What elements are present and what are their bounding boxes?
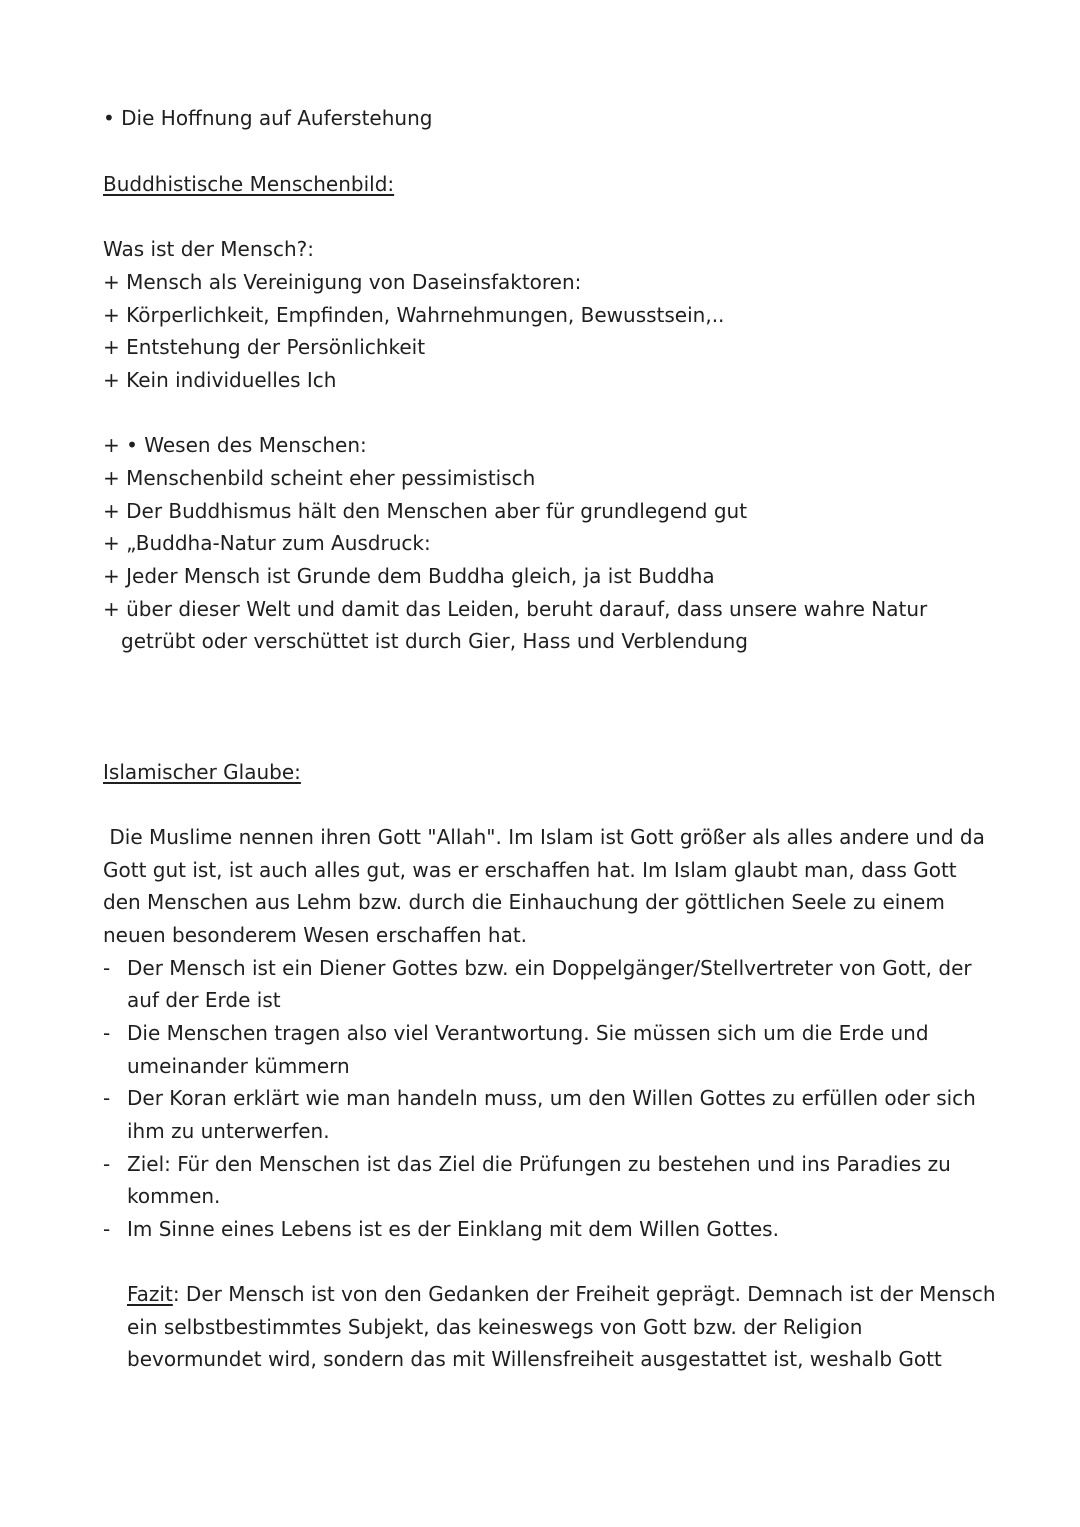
- fazit-line: [127, 1280, 996, 1308]
- dash-marker: -: [103, 1086, 111, 1110]
- fazit-line: ein selbstbestimmtes Subjekt, das keineswegs von Gott bzw. der Religion: [127, 1315, 863, 1339]
- list-item: + „Buddha-Natur zum Ausdruck:: [103, 531, 431, 555]
- list-item: + Mensch als Vereinigung von Daseinsfaktoren:: [103, 270, 582, 294]
- list-item: + Körperlichkeit, Empfinden, Wahrnehmungen, Bewusstsein,..: [103, 303, 725, 327]
- islam-paragraph-line: neuen besonderem Wesen erschaffen hat.: [103, 923, 528, 947]
- dash-item-continuation: umeinander kümmern: [127, 1054, 350, 1078]
- dash-item-continuation: auf der Erde ist: [127, 988, 281, 1012]
- dash-marker: -: [103, 1217, 111, 1241]
- dash-item-continuation: ihm zu unterwerfen.: [127, 1119, 330, 1143]
- islam-paragraph-line: Gott gut ist, ist auch alles gut, was er erschaffen hat. Im Islam glaubt man, dass Gott: [103, 858, 957, 882]
- list-item: + Menschenbild scheint eher pessimistisch: [103, 466, 536, 490]
- dash-item: Im Sinne eines Lebens ist es der Einklang mit dem Willen Gottes.: [127, 1217, 779, 1241]
- fazit-line: bevormundet wird, sondern das mit Willensfreiheit ausgestattet ist, weshalb Gott: [127, 1347, 942, 1371]
- fazit-label: Fazit: [127, 1282, 173, 1306]
- list-item: + Entstehung der Persönlichkeit: [103, 335, 426, 359]
- islam-heading: Islamischer Glaube:: [103, 760, 301, 784]
- buddhism-question: Was ist der Mensch?:: [103, 237, 314, 261]
- list-item-continuation: getrübt oder verschüttet ist durch Gier, Hass und Verblendung: [121, 629, 748, 653]
- dash-marker: -: [103, 956, 111, 980]
- dash-marker: -: [103, 1152, 111, 1176]
- dash-item: Ziel: Für den Menschen ist das Ziel die Prüfungen zu bestehen und ins Paradies zu: [127, 1152, 951, 1176]
- buddhism-heading: Buddhistische Menschenbild:: [103, 172, 395, 196]
- dash-marker: -: [103, 1021, 111, 1045]
- dash-item-continuation: kommen.: [127, 1184, 221, 1208]
- list-item: + Jeder Mensch ist Grunde dem Buddha gleich, ja ist Buddha: [103, 564, 715, 588]
- dash-item: Die Menschen tragen also viel Verantwortung. Sie müssen sich um die Erde und: [127, 1021, 929, 1045]
- islam-paragraph-line: Die Muslime nennen ihren Gott "Allah". Im Islam ist Gott größer als alles andere und da: [103, 825, 985, 849]
- intro-bullet: • Die Hoffnung auf Auferstehung: [103, 106, 433, 130]
- list-item: + • Wesen des Menschen:: [103, 433, 367, 457]
- islam-paragraph-line: den Menschen aus Lehm bzw. durch die Einhauchung der göttlichen Seele zu einem: [103, 890, 945, 914]
- dash-item: Der Mensch ist ein Diener Gottes bzw. ein Doppelgänger/Stellvertreter von Gott, der: [127, 956, 972, 980]
- list-item: + über dieser Welt und damit das Leiden, beruht darauf, dass unsere wahre Natur: [103, 597, 928, 621]
- list-item: + Kein individuelles Ich: [103, 368, 337, 392]
- list-item: + Der Buddhismus hält den Menschen aber für grundlegend gut: [103, 499, 748, 523]
- dash-item: Der Koran erklärt wie man handeln muss, um den Willen Gottes zu erfüllen oder sich: [127, 1086, 976, 1110]
- fazit-text: : Der Mensch ist von den Gedanken der Freiheit geprägt. Demnach ist der Mensch: [172, 1282, 996, 1306]
